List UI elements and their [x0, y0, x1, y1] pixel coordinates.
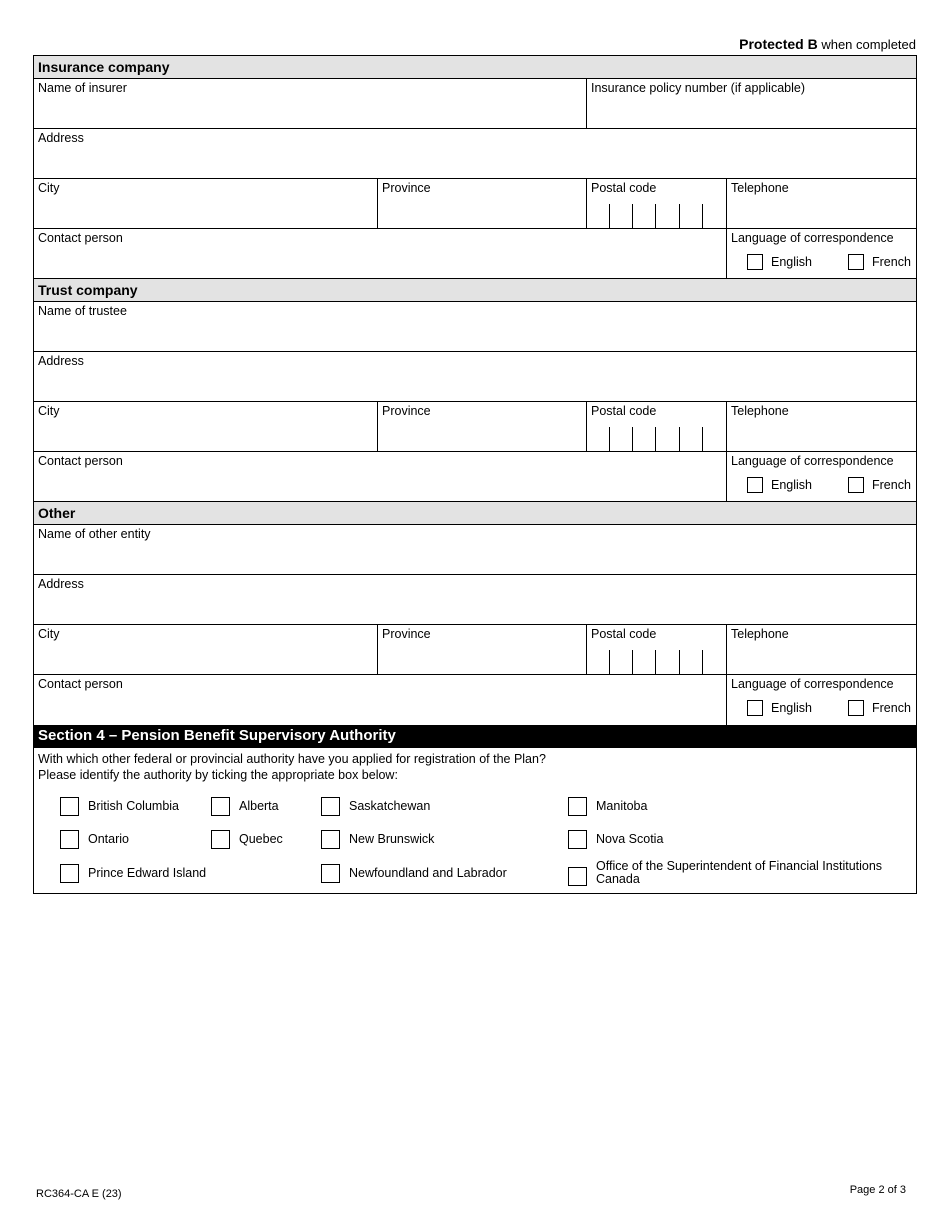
trust-french-checkbox[interactable] — [848, 477, 864, 493]
trust-contact-row — [34, 452, 916, 502]
trust-telephone-label: Telephone — [731, 404, 789, 418]
trust-city-label: City — [38, 404, 60, 418]
other-entity-name-label: Name of other entity — [38, 527, 151, 541]
section4-question — [38, 751, 546, 783]
postal-code-boxes — [587, 650, 726, 674]
insurance-telephone-label: Telephone — [731, 181, 789, 195]
insurance-section-title: Insurance company — [34, 56, 916, 79]
authority-quebec[interactable] — [211, 830, 283, 849]
trust-contact-field[interactable] — [34, 452, 727, 501]
other-postal-label: Postal code — [591, 627, 657, 641]
authority-ontario[interactable] — [60, 830, 129, 849]
section4-question-line2: Please identify the authority by ticking the appropriate box below: — [38, 768, 398, 782]
alberta-label: Alberta — [239, 799, 279, 813]
osfi-label-line2: Canada — [596, 871, 640, 886]
section4-body — [34, 748, 916, 893]
trust-language-cell — [727, 452, 916, 501]
page-number: Page 2 of 3 — [849, 1184, 906, 1196]
other-contact-row — [34, 675, 916, 725]
trust-address-row — [34, 352, 916, 402]
other-entity-name-field[interactable] — [34, 525, 916, 574]
british-columbia-label: British Columbia — [88, 799, 180, 813]
protected-suffix: when completed — [821, 37, 916, 52]
authority-saskatchewan[interactable] — [321, 797, 430, 816]
french-label: French — [872, 255, 911, 269]
osfi-checkbox[interactable] — [568, 867, 587, 886]
other-english-checkbox[interactable] — [747, 700, 763, 716]
newfoundland-labrador-label: Newfoundland and Labrador — [349, 866, 507, 880]
quebec-label: Quebec — [239, 832, 283, 846]
postal-code-boxes — [587, 427, 726, 451]
pension-form — [33, 55, 917, 894]
trust-contact-label: Contact person — [38, 454, 123, 468]
other-name-row — [34, 525, 916, 575]
other-city-field[interactable] — [34, 625, 378, 674]
insurance-city-field[interactable] — [34, 179, 378, 228]
trustee-name-label: Name of trustee — [38, 304, 127, 318]
insurance-province-field[interactable] — [378, 179, 587, 228]
other-language-cell — [727, 675, 916, 725]
nova-scotia-checkbox[interactable] — [568, 830, 587, 849]
prince-edward-island-checkbox[interactable] — [60, 864, 79, 883]
osfi-label — [596, 860, 882, 886]
french-label: French — [872, 478, 911, 492]
other-province-field[interactable] — [378, 625, 587, 674]
trust-telephone-field[interactable] — [727, 402, 916, 451]
insurance-contact-label: Contact person — [38, 231, 123, 245]
insurance-address-label: Address — [38, 131, 84, 145]
trust-province-field[interactable] — [378, 402, 587, 451]
english-label: English — [771, 478, 812, 492]
other-address-field[interactable] — [34, 575, 916, 624]
authority-british-columbia[interactable] — [60, 797, 179, 816]
trustee-name-field[interactable] — [34, 302, 916, 351]
new-brunswick-checkbox[interactable] — [321, 830, 340, 849]
ontario-label: Ontario — [88, 832, 129, 846]
insurance-address-row — [34, 129, 916, 179]
trust-address-label: Address — [38, 354, 84, 368]
insurer-name-label: Name of insurer — [38, 81, 127, 95]
manitoba-checkbox[interactable] — [568, 797, 587, 816]
trust-province-label: Province — [382, 404, 431, 418]
other-language-label: Language of correspondence — [731, 677, 894, 691]
trust-city-field[interactable] — [34, 402, 378, 451]
insurance-postal-label: Postal code — [591, 181, 657, 195]
trust-language-options — [747, 477, 911, 493]
trust-language-label: Language of correspondence — [731, 454, 894, 468]
other-french-checkbox[interactable] — [848, 700, 864, 716]
authority-nova-scotia[interactable] — [568, 830, 663, 849]
trust-postal-field[interactable] — [587, 402, 727, 451]
new-brunswick-label: New Brunswick — [349, 832, 435, 846]
section4-question-line1: With which other federal or provincial authority have you applied for registration of the Plan? — [38, 752, 546, 766]
policy-number-field[interactable] — [587, 79, 916, 128]
protected-label: Protected B — [739, 36, 818, 52]
other-address-row — [34, 575, 916, 625]
insurance-language-options — [747, 254, 911, 270]
authority-prince-edward-island[interactable] — [60, 864, 206, 883]
insurance-postal-field[interactable] — [587, 179, 727, 228]
insurance-telephone-field[interactable] — [727, 179, 916, 228]
insurance-contact-row — [34, 229, 916, 279]
trust-english-checkbox[interactable] — [747, 477, 763, 493]
policy-number-label: Insurance policy number (if applicable) — [591, 81, 805, 95]
section4-title: Section 4 – Pension Benefit Supervisory Authority — [34, 725, 916, 748]
insurance-english-checkbox[interactable] — [747, 254, 763, 270]
trust-section-title: Trust company — [34, 279, 916, 302]
other-postal-field[interactable] — [587, 625, 727, 674]
british-columbia-checkbox[interactable] — [60, 797, 79, 816]
insurance-city-row — [34, 179, 916, 229]
osfi-label-line1: Office of the Superintendent of Financial Institutions — [596, 858, 883, 873]
saskatchewan-checkbox[interactable] — [321, 797, 340, 816]
nova-scotia-label: Nova Scotia — [596, 832, 664, 846]
form-code: RC364-CA E (23) — [36, 1188, 122, 1200]
trust-city-row — [34, 402, 916, 452]
other-contact-label: Contact person — [38, 677, 123, 691]
other-address-label: Address — [38, 577, 84, 591]
insurer-name-field[interactable] — [34, 79, 587, 128]
postal-code-boxes — [587, 204, 726, 228]
protected-notice — [739, 36, 916, 52]
newfoundland-labrador-checkbox[interactable] — [321, 864, 340, 883]
english-label: English — [771, 701, 812, 715]
trust-address-field[interactable] — [34, 352, 916, 401]
authority-manitoba[interactable] — [568, 797, 647, 816]
insurance-contact-field[interactable] — [34, 229, 727, 278]
saskatchewan-label: Saskatchewan — [349, 799, 431, 813]
quebec-checkbox[interactable] — [211, 830, 230, 849]
insurance-province-label: Province — [382, 181, 431, 195]
prince-edward-island-label: Prince Edward Island — [88, 866, 207, 880]
authority-osfi[interactable] — [568, 859, 882, 886]
other-section-title: Other — [34, 502, 916, 525]
authority-new-brunswick[interactable] — [321, 830, 434, 849]
trust-postal-label: Postal code — [591, 404, 657, 418]
manitoba-label: Manitoba — [596, 799, 648, 813]
english-label: English — [771, 255, 812, 269]
authority-alberta[interactable] — [211, 797, 279, 816]
other-city-row — [34, 625, 916, 675]
french-label: French — [872, 701, 911, 715]
other-telephone-label: Telephone — [731, 627, 789, 641]
other-province-label: Province — [382, 627, 431, 641]
other-language-options — [747, 700, 911, 716]
other-city-label: City — [38, 627, 60, 641]
insurance-language-cell — [727, 229, 916, 278]
other-contact-field[interactable] — [34, 675, 727, 725]
insurance-french-checkbox[interactable] — [848, 254, 864, 270]
ontario-checkbox[interactable] — [60, 830, 79, 849]
insurance-name-row — [34, 79, 916, 129]
other-telephone-field[interactable] — [727, 625, 916, 674]
insurance-language-label: Language of correspondence — [731, 231, 894, 245]
insurance-city-label: City — [38, 181, 60, 195]
authority-newfoundland-labrador[interactable] — [321, 864, 507, 883]
trust-name-row — [34, 302, 916, 352]
alberta-checkbox[interactable] — [211, 797, 230, 816]
insurance-address-field[interactable] — [34, 129, 916, 178]
